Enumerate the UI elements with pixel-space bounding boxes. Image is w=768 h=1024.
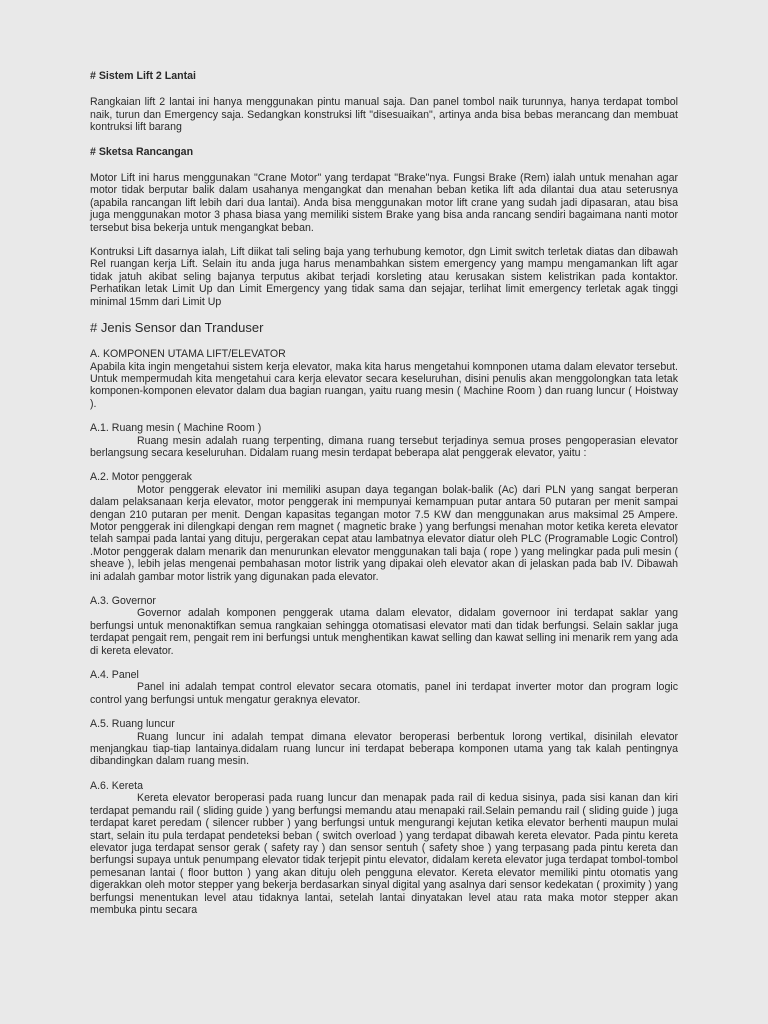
- paragraph-ruang-mesin: Ruang mesin adalah ruang terpenting, dimana ruang tersebut terjadinya semua proses pengoperasian elevator berlangsung secara keseluruhan. Didalam ruang mesin terdapat beberapa alat penggerak elevator, yaitu :: [90, 434, 678, 459]
- paragraph-sketsa-1: Motor Lift ini harus menggunakan "Crane Motor" yang terdapat "Brake"nya. Fungsi Brake (Rem) ialah untuk menahan agar motor tidak berputar balik dalam usahanya mengangkat dan menahan beban ketika lift ada dilantai dua atau seterusnya (apabila rancangan lift lebih dari dua lantai). Anda bisa menggunakan motor lift crane yang sudah jadi dipasaran, atau bisa juga menggunakan motor 3 phasa biasa yang memiliki sistem Brake yang bisa anda rancang sendiri bagaimana nanti motor tersebut bisa bekerja untuk mengangkat beban.: [90, 172, 678, 234]
- heading-governor: A.3. Governor: [90, 595, 156, 607]
- section-a6: [90, 780, 678, 916]
- section-a3: [90, 595, 678, 657]
- section-a1: [90, 422, 678, 459]
- paragraph-kereta: Kereta elevator beroperasi pada ruang luncur dan menapak pada rail di kedua sisinya, pada sisi kanan dan kiri terdapat pemandu rail ( sliding guide ) yang berfungsi memandu atau menapaki rail.Selain pemandu rail ( sliding guide ) juga terdapat karet peredam ( silencer rubber ) yang berfungsi untuk mengurangi kejutan ketika elevator berhenti maupun mulai start, selain itu pula terdapat pendeteksi beban ( switch overload ) yang terdapat dibawah kereta elevator. Pada pintu kereta elevator juga terdapat sensor gerak ( safety ray ) dan sensor sentuh ( safety shoe ) yang terpasang pada pintu kereta dan berfungsi supaya untuk penumpang elevator tidak terjepit pintu elevator, didalam kereta elevator juga terdapat tombol-tombol pemesanan lantai ( floor button ) yang akan dituju oleh pengguna elevator. Kereta elevator memiliki pintu otomatis yang digerakkan oleh motor stepper yang bekerja berdasarkan sinyal digital yang asalnya dari sensor kedekatan ( proximity ) yang berfungsi menentukan level atau tidaknya lantai, setelah lantai dinyatakan level atau rata maka motor stepper akan membuka pintu secara: [90, 792, 678, 916]
- section-a4: [90, 669, 678, 706]
- heading-ruang-luncur: A.5. Ruang luncur: [90, 718, 175, 731]
- heading-jenis-sensor: # Jenis Sensor dan Tranduser: [90, 320, 264, 336]
- heading-motor-penggerak: A.2. Motor penggerak: [90, 471, 192, 484]
- paragraph-sketsa-2: Kontruksi Lift dasarnya ialah, Lift diikat tali seling baja yang terhubung kemotor, dgn Limit switch terletak diatas dan dibawah Rel ruangan kerja Lift. Selain itu anda juga harus menambahkan sistem emergency yang mampu mengamankan lift agar tidak jatuh akibat seling bajanya terputus akibat terjadi korsleting atau kerusakan sistem kelistrikan pada kontaktor. Perhatikan letak Limit Up dan Limit Emergency yang tidak sama dan sejajar, terlihat limit emergency terletak agak tinggi minimal 15mm dari Limit Up: [90, 246, 678, 308]
- section-a: [90, 348, 678, 410]
- paragraph-sistem-lift: Rangkaian lift 2 lantai ini hanya menggunakan pintu manual saja. Dan panel tombol naik turunnya, hanya terdapat tombol naik, turun dan Emergency saja. Sedangkan konstruksi lift "disesuaikan", artinya anda bisa bebas merancang dan membuat kontruksi lift barang: [90, 96, 678, 134]
- paragraph-ruang-luncur: Ruang luncur ini adalah tempat dimana elevator beroperasi berbentuk lorong vertikal, disinilah elevator menjangkau tiap-tiap lantainya.didalam ruang luncur ini terdapat beberapa komponen utama yang tak kalah pentingnya dibandingkan dalam ruang mesin.: [90, 730, 678, 768]
- heading-kereta: A.6. Kereta: [90, 779, 143, 792]
- heading-sketsa-rancangan: # Sketsa Rancangan: [90, 145, 194, 158]
- paragraph-governor: Governor adalah komponen penggerak utama dalam elevator, didalam governoor ini terdapat saklar yang berfungsi untuk menonaktifkan semua rangkaian sehingga otomatisasi elevator mati dan tidak berfungsi. Selain saklar juga terdapat pengait rem, pengait rem ini berfungsi untuk menghentikan kawat selling dan kawat selling ini menarik rem yang ada di kereta elevator.: [90, 607, 678, 657]
- heading-ruang-mesin: A.1. Ruang mesin ( Machine Room ): [90, 422, 262, 435]
- section-a5: [90, 718, 678, 768]
- heading-sistem-lift: # Sistem Lift 2 Lantai: [90, 70, 196, 82]
- heading-panel: A.4. Panel: [90, 669, 139, 682]
- heading-komponen-utama: A. KOMPONEN UTAMA LIFT/ELEVATOR: [90, 348, 286, 361]
- paragraph-panel: Panel ini adalah tempat control elevator secara otomatis, panel ini terdapat inverter motor dan program logic control yang berfungsi untuk mengatur geraknya elevator.: [90, 681, 678, 706]
- document-body: [90, 70, 678, 928]
- paragraph-komponen-utama: Apabila kita ingin mengetahui sistem kerja elevator, maka kita harus mengetahui komnponen utama dalam elevator tersebut. Untuk mempermudah kita mengetahui cara kerja elevator secara keseluruhan, disini penulis akan menggolongkan tata letak komponen-komponen elevator dalam dua bagian ruangan, yaitu ruang mesin ( Machine Room ) dan ruang luncur ( Hoistway ).: [90, 360, 678, 410]
- paragraph-motor-penggerak: Motor penggerak elevator ini memiliki asupan daya tegangan bolak-balik (Ac) dari PLN yang sangat berperan dalam pelaksanaan kerja elevator, motor penggerak ini mempunyai kemampuan putar antara 50 putaran per menit sampai dengan 210 putaran per menit. Dengan kapasitas tegangan motor 7.5 KW dan menggunakan arus maksimal 25 Ampere. Motor penggerak ini dilengkapi dengan rem magnet ( magnetic brake ) yang berfungsi menahan motor ketika kereta elevator telah sampai pada lantai yang dituju, pergerakan cepat atau lambatnya elevator diatur oleh PLC (Programable Logic Control) .Motor penggerak dalam menarik dan menurunkan elevator menggunakan tali baja ( rope ) yang melingkar pada puli mesin ( sheave ), lebih jelas mengenai pembahasan motor listrik yang dipakai oleh elevator akan di jelaskan pada bab IV. Dibawah ini adalah gambar motor listrik yang digunakan pada elevator.: [90, 483, 678, 583]
- section-a2: [90, 471, 678, 583]
